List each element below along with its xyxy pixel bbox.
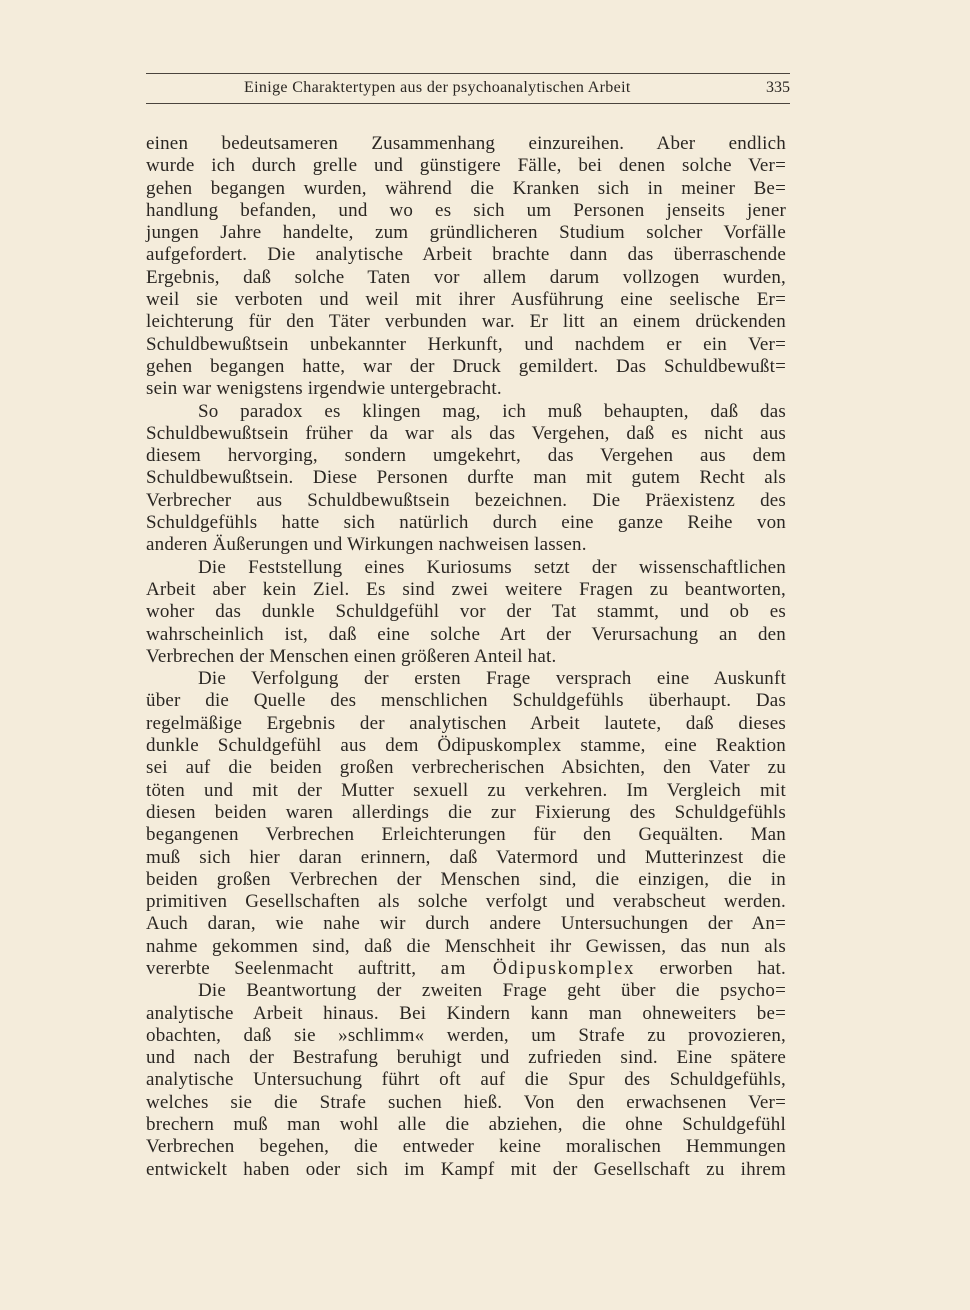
paragraph-start: Die Feststellung eines Kuriosums setzt der wissenschaftlichen	[198, 556, 786, 578]
text-line: über die Quelle des menschlichen Schuldgefühls überhaupt. Das	[146, 690, 786, 712]
text-line: analytische Arbeit hinaus. Bei Kindern kann man ohneweiters be=	[146, 1002, 786, 1024]
text-line: woher das dunkle Schuldgefühl vor der Tat stammt, und ob es	[146, 601, 786, 623]
text-line: primitiven Gesellschaften als solche verfolgt und verabscheut werden.	[146, 891, 786, 913]
paragraph-start: Die Beantwortung der zweiten Frage geht über die psycho=	[198, 980, 786, 1002]
text-line: leichterung für den Täter verbunden war. Er litt an einem drückenden	[146, 311, 786, 333]
text-line: Schuldbewußtsein unbekannter Herkunft, und nachdem er ein Ver=	[146, 333, 786, 355]
text-segment: erworben hat.	[659, 957, 786, 979]
text-segment: vererbte Seelenmacht auftritt,	[146, 957, 417, 979]
text-line: brechern muß man wohl alle die abziehen, die ohne Schuldgefühl	[146, 1114, 786, 1136]
text-line: aufgefordert. Die analytische Arbeit brachte dann das überraschende	[146, 244, 786, 266]
text-line: beiden großen Verbrechen der Menschen sind, die einzigen, die in	[146, 868, 786, 890]
text-line: muß sich hier daran erinnern, daß Vatermord und Mutterinzest die	[146, 846, 786, 868]
text-line: diesen beiden waren allerdings die zur Fixierung des Schuldgefühls	[146, 801, 786, 823]
page-number: 335	[766, 79, 790, 96]
text-line: entwickelt haben oder sich im Kampf mit der Gesellschaft zu ihrem	[146, 1158, 786, 1180]
body-text	[146, 133, 786, 1181]
text-line: handlung befanden, und wo es sich um Personen jenseits jener	[146, 199, 786, 221]
text-line: gehen begangen wurden, während die Kranken sich in meiner Be=	[146, 177, 786, 199]
text-line: nahme gekommen sind, daß die Menschheit ihr Gewissen, das nun als	[146, 935, 786, 957]
text-line: obachten, daß sie »schlimm« werden, um Strafe zu provozieren,	[146, 1024, 786, 1046]
text-line: Auch daran, wie nahe wir durch andere Untersuchungen der An=	[146, 913, 786, 935]
text-line: sei auf die beiden großen verbrecherischen Absichten, den Vater zu	[146, 757, 786, 779]
text-line-with-emphasis	[146, 958, 786, 980]
text-line: diesem hervorging, sondern umgekehrt, das Vergehen aus dem	[146, 445, 786, 467]
text-line: analytische Untersuchung führt oft auf die Spur des Schuldgefühls,	[146, 1069, 786, 1091]
text-line: begangenen Verbrechen Erleichterungen für den Gequälten. Man	[146, 824, 786, 846]
running-title: Einige Charaktertypen aus der psychoanalytischen Arbeit	[244, 79, 631, 96]
text-line: sein war wenigstens irgendwie untergebracht.	[146, 378, 502, 400]
text-line: Verbrechen begehen, die entweder keine moralischen Hemmungen	[146, 1136, 786, 1158]
text-line: Ergebnis, daß solche Taten vor allem darum vollzogen wurden,	[146, 266, 786, 288]
text-line: Schuldgefühls hatte sich natürlich durch eine ganze Reihe von	[146, 512, 786, 534]
text-line: einen bedeutsameren Zusammenhang einzureihen. Aber endlich	[146, 133, 786, 154]
text-line: regelmäßige Ergebnis der analytischen Arbeit lautete, daß dieses	[146, 712, 786, 734]
text-line: dunkle Schuldgefühl aus dem Ödipuskomplex stamme, eine Reaktion	[146, 735, 786, 757]
header-rule-top	[146, 73, 790, 74]
text-line: töten und mit der Mutter sexuell zu verkehren. Im Vergleich mit	[146, 779, 786, 801]
text-line: gehen begangen hatte, war der Druck gemildert. Das Schuldbewußt=	[146, 355, 786, 377]
running-header	[146, 76, 790, 100]
text-line: Schuldbewußtsein früher da war als das Vergehen, daß es nicht aus	[146, 422, 786, 444]
text-line: weil sie verboten und weil mit ihrer Ausführung eine seelische Er=	[146, 289, 786, 311]
text-line: wahrscheinlich ist, daß eine solche Art der Verursachung an den	[146, 623, 786, 645]
text-line: anderen Äußerungen und Wirkungen nachweisen lassen.	[146, 534, 587, 556]
text-line: Arbeit aber kein Ziel. Es sind zwei weitere Fragen zu beantworten,	[146, 578, 786, 600]
text-line: Schuldbewußtsein. Diese Personen durfte man mit gutem Recht als	[146, 467, 786, 489]
text-line: welches sie die Strafe suchen hieß. Von den erwachsenen Ver=	[146, 1091, 786, 1113]
text-line: Verbrecher aus Schuldbewußtsein bezeichnen. Die Präexistenz des	[146, 489, 786, 511]
header-rule-bottom	[146, 103, 790, 104]
text-line: Verbrechen der Menschen einen größeren Anteil hat.	[146, 645, 557, 667]
paragraph-start: So paradox es klingen mag, ich muß behaupten, daß das	[198, 400, 786, 422]
text-line: wurde ich durch grelle und günstigere Fälle, bei denen solche Ver=	[146, 155, 786, 177]
text-line: und nach der Bestrafung beruhigt und zufrieden sind. Eine spätere	[146, 1047, 786, 1069]
paragraph-start: Die Verfolgung der ersten Frage versprach eine Auskunft	[198, 668, 786, 690]
text-line: jungen Jahre handelte, zum gründlicheren Studium solcher Vorfälle	[146, 222, 786, 244]
spaced-emphasis: am Ödipuskomplex	[440, 957, 636, 979]
